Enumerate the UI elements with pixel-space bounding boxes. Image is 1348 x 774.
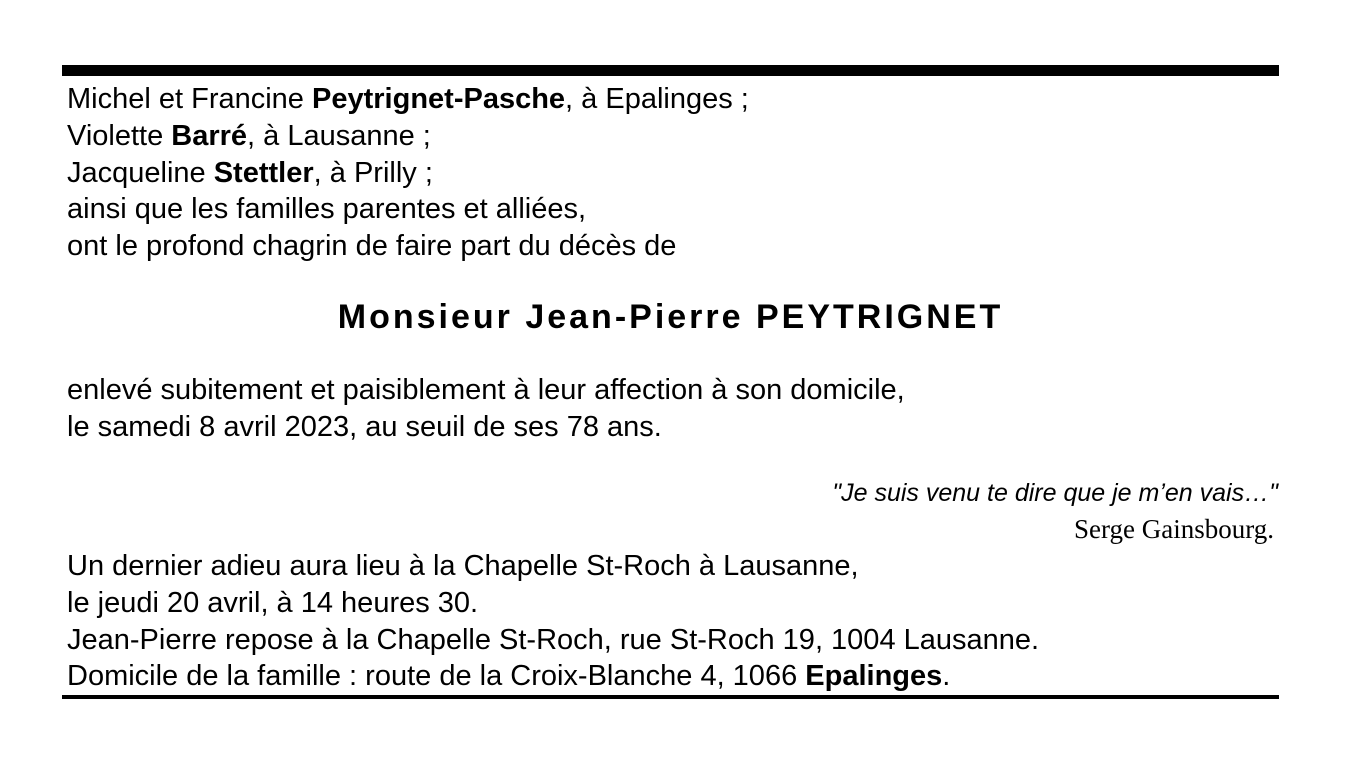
family-line-stettler: Jacqueline Stettler, à Prilly ; <box>67 156 433 189</box>
death-details <box>67 372 1267 446</box>
quote-author: Serge Gainsbourg. <box>1074 514 1274 544</box>
family-town: Epalinges <box>805 660 943 693</box>
family-surname: Stettler <box>213 156 314 189</box>
bottom-rule <box>62 695 1279 699</box>
ceremony-place-line: Un dernier adieu aura lieu à la Chapelle St-Roch à Lausanne, <box>67 550 859 582</box>
family-line-barre: Violette Barré, à Lausanne ; <box>67 119 431 152</box>
quote-text: "Je suis venu te dire que je m’en vais…" <box>832 479 1278 507</box>
deceased-name: Monsieur Jean-Pierre PEYTRIGNET <box>337 298 1004 336</box>
announcement-intro-line: ont le profond chagrin de faire part du décès de <box>67 230 677 263</box>
repose-line: Jean-Pierre repose à la Chapelle St-Roch, rue St-Roch 19, 1004 Lausanne. <box>67 623 1040 656</box>
family-line-peytrignet-pasche: Michel et Francine Peytrignet-Pasche, à Epalinges ; <box>67 83 749 115</box>
family-announcement <box>67 81 1267 265</box>
ceremony-details <box>67 548 1267 695</box>
ceremony-date-line: le jeudi 20 avril, à 14 heures 30. <box>67 586 479 619</box>
family-surname: Barré <box>171 119 248 152</box>
death-details-line: enlevé subitement et paisiblement à leur affection à son domicile, <box>67 374 905 406</box>
death-date-line: le samedi 8 avril 2023, au seuil de ses 78 ans. <box>67 410 662 443</box>
related-families-line: ainsi que les familles parentes et alliées, <box>67 193 587 226</box>
top-rule <box>62 65 1279 76</box>
family-address-line: Domicile de la famille : route de la Croix-Blanche 4, 1066 Epalinges. <box>67 660 951 693</box>
family-surname: Peytrignet-Pasche <box>312 83 566 115</box>
